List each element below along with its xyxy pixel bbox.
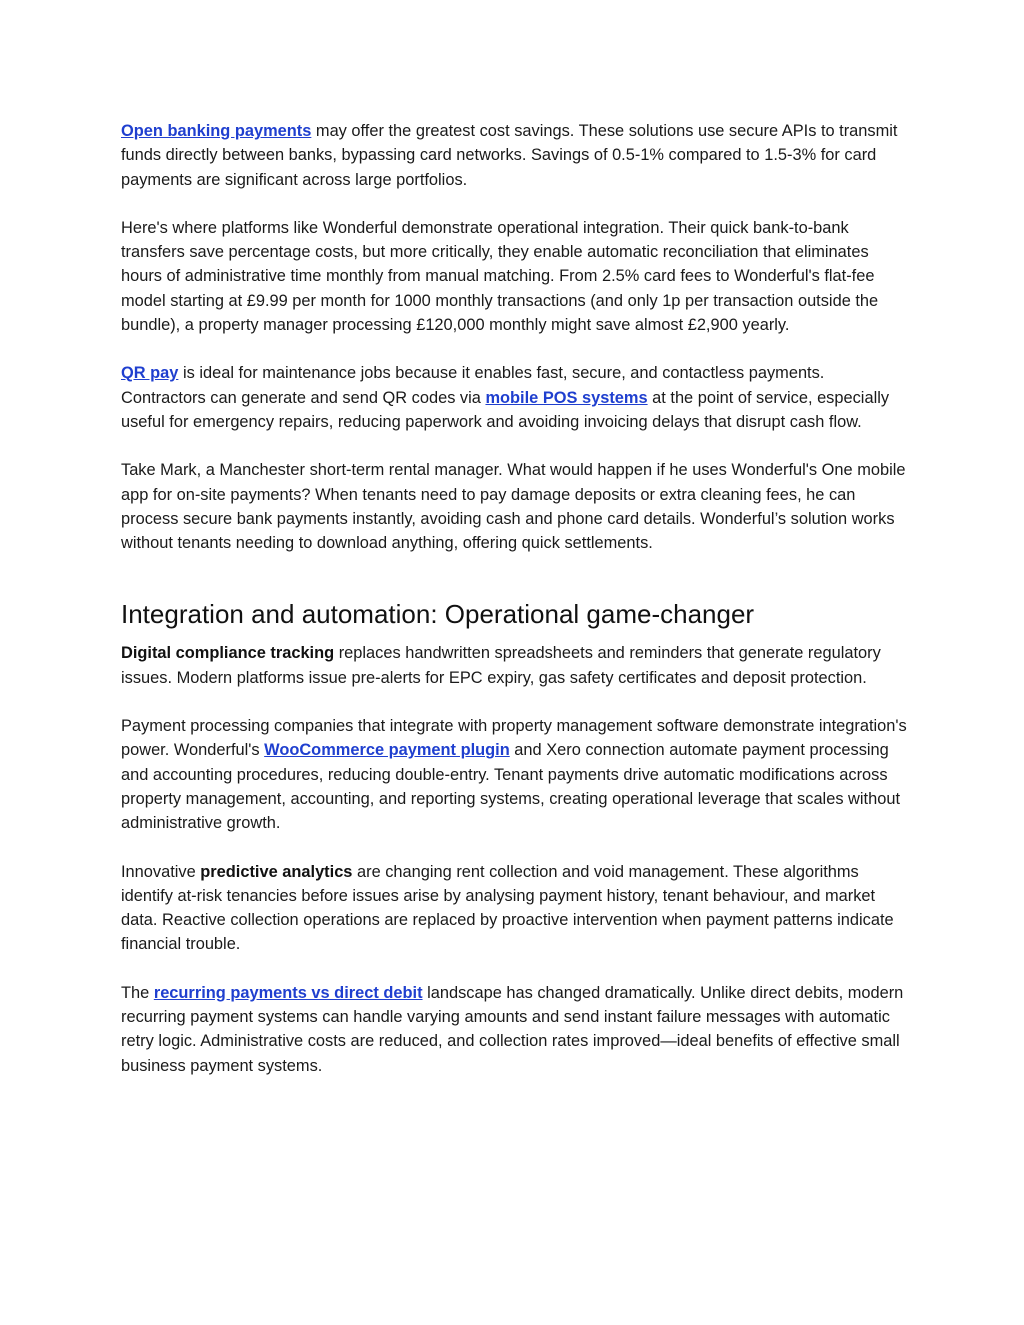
paragraph-text: Here's where platforms like Wonderful demonstrate operational integration. Their quick bank-to-bank transfers save percentage costs, but more critically, they enable automatic reconciliation that eliminates hours of administrative time monthly from manual matching. From 2.5% card fees to Wonderful's flat-fee model starting at £9.99 per month for 1000 monthly transactions (and only 1p per transaction outside the bundle), a property manager processing £120,000 monthly might save almost £2,900 yearly. (121, 218, 879, 335)
paragraph-text: Innovative (121, 862, 201, 881)
paragraph-text: at the point of service, especially useful for emergency repairs, reducing paperwork and avoiding invoicing delays that disrupt cash flow. (121, 388, 890, 431)
paragraph-compliance-tracking (121, 641, 911, 690)
paragraph-text: Take Mark, a Manchester short-term rental manager. What would happen if he uses Wonderful's One mobile app for on-site payments? When tenants need to pay damage deposits or extra cleaning fees, he can process secure bank payments instantly, avoiding cash and phone card details. Wonderful’s solution works without tenants needing to download anything, offering quick settlements. (121, 461, 906, 553)
document-page (121, 119, 911, 1102)
paragraph-recurring-payments (121, 981, 911, 1078)
open-banking-payments-link[interactable]: Open banking payments (121, 122, 312, 140)
paragraph-text: are changing rent collection and void management. These algorithms identify at-risk tenancies before issues arise by analysing payment history, tenant behaviour, and market data. Reactive collection operations are replaced by proactive intervention when payment patterns indicate financial trouble. (121, 862, 894, 954)
qr-pay-link[interactable]: QR pay (121, 364, 179, 383)
mobile-pos-systems-link[interactable]: mobile POS systems (485, 388, 648, 407)
paragraph-payment-processing (121, 714, 911, 835)
paragraph-text: and Xero connection automate payment processing and accounting procedures, reducing double-entry. Tenant payments drive automatic modifications across property management, accounting, and reporting systems, creating operational leverage that scales without administrative growth. (121, 741, 900, 833)
paragraph-text: replaces handwritten spreadsheets and reminders that generate regulatory issues. Modern platforms issue pre-alerts for EPC expiry, gas safety certificates and deposit protection. (121, 644, 881, 687)
paragraph-text: is ideal for maintenance jobs because it enables fast, secure, and contactless payments. Contractors can generate and send QR codes via (121, 364, 825, 407)
bold-term: predictive analytics (200, 862, 353, 881)
woocommerce-payment-plugin-link[interactable]: WooCommerce payment plugin (264, 741, 510, 760)
paragraph-open-banking (121, 119, 911, 192)
recurring-payments-vs-direct-debit-link[interactable]: recurring payments vs direct debit (153, 983, 423, 1002)
paragraph-text: Payment processing companies that integrate with property management software demonstrate integration's power. Wonderful's (121, 717, 907, 760)
paragraph-wonderful-integration (121, 216, 911, 337)
bold-term: Digital compliance tracking (121, 644, 335, 663)
paragraph-text: may offer the greatest cost savings. These solutions use secure APIs to transmit funds directly between banks, bypassing card networks. Savings of 0.5-1% compared to 1.5-3% for card payments are significant across large portfolios. (121, 122, 898, 189)
paragraph-mark-example (121, 458, 911, 555)
paragraph-predictive-analytics (121, 860, 911, 957)
paragraph-text: The (121, 983, 154, 1002)
paragraph-text: landscape has changed dramatically. Unlike direct debits, modern recurring payment systems can handle varying amounts and send instant failure messages with automatic retry logic. Administrative costs are reduced, and collection rates improved—ideal benefits of effective small business payment systems. (121, 983, 904, 1075)
section-heading: Integration and automation: Operational game-changer (121, 599, 755, 630)
paragraph-qr-pay (121, 361, 911, 434)
